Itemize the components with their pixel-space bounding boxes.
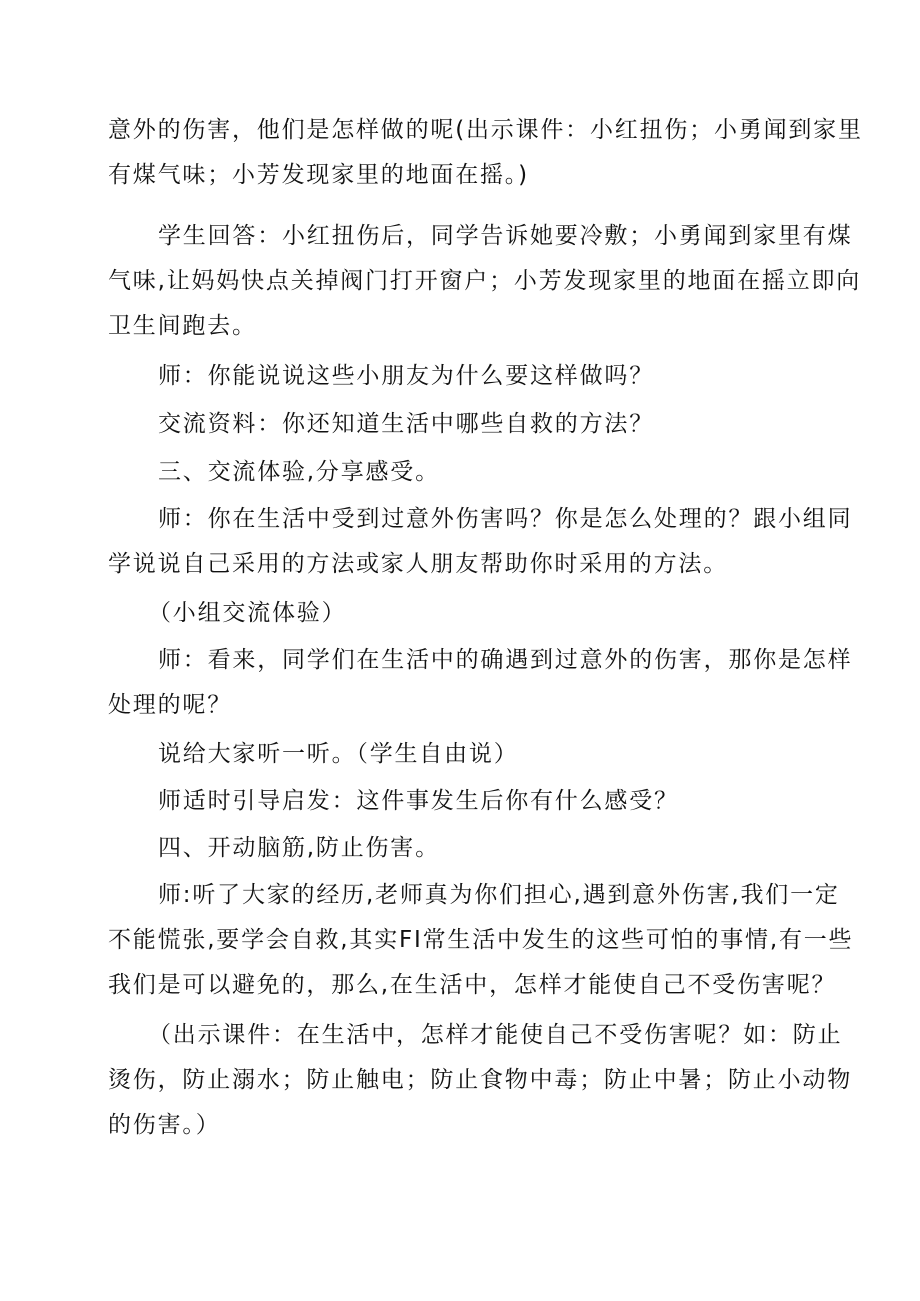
text-line: 师:听了大家的经历,老师真为你们担心,遇到意外伤害,我们一定 (158, 882, 840, 908)
text-line: 师适时引导启发：这件事发生后你有什么感受？ (158, 788, 679, 814)
paragraph-tell-everyone (158, 732, 519, 777)
text-line: 不能慌张,要学会自救,其实FI常生活中发生的这些可怕的事情,有一些 (108, 927, 854, 953)
text-line: 交流资料：你还知道生活中哪些自救的方法？ (158, 411, 654, 437)
text-line: 处理的呢？ (108, 692, 232, 718)
text-line: 烫伤，防止溺水；防止触电；防止食物中毒；防止中暑；防止小动物 (108, 1067, 852, 1093)
text-line: 气味,让妈妈快点关掉阀门打开窗户；小芳发现家里的地面在摇立即向 (108, 268, 862, 294)
paragraph-teacher-question (158, 354, 654, 399)
paragraph-courseware-prevention (108, 1013, 852, 1148)
text-line: 说给大家听一听。（学生自由说） (158, 741, 519, 767)
text-line: 学生回答：小红扭伤后，同学告诉她要冷敷；小勇闻到家里有煤 (158, 223, 853, 249)
text-line: 意外的伤害，他们是怎样做的呢(出示课件：小红扭伤；小勇闻到家里 (108, 117, 863, 143)
paragraph-teacher-worry (108, 873, 854, 1008)
text-line: 我们是可以避免的，那么,在生活中，怎样才能使自己不受伤害呢？ (108, 972, 837, 998)
text-line: 卫生间跑去。 (108, 313, 257, 339)
paragraph-teacher-experience (108, 497, 853, 587)
paragraph-student-answer (108, 214, 862, 349)
section-heading-three (158, 450, 440, 495)
paragraph-group-exchange (148, 591, 346, 636)
text-line: 三、交流体验,分享感受。 (158, 459, 440, 485)
text-line: 师：看来，同学们在生活中的确遇到过意外的伤害，那你是怎样 (158, 647, 853, 673)
paragraph-courseware-examples (108, 108, 863, 198)
section-heading-four (158, 826, 440, 871)
text-line: 师：你在生活中受到过意外伤害吗？你是怎么处理的？跟小组同 (158, 506, 853, 532)
paragraph-teacher-seems (108, 638, 853, 728)
text-line: 有煤气味；小芳发现家里的地面在摇。) (108, 162, 529, 188)
text-line: 的伤害。） (108, 1112, 221, 1138)
text-line: （小组交流体验） (148, 600, 347, 626)
text-line: （出示课件：在生活中，怎样才能使自己不受伤害呢？如：防止 (148, 1022, 843, 1048)
paragraph-exchange-materials (158, 402, 654, 447)
text-line: 学说说自己采用的方法或家人朋友帮助你时采用的方法。 (108, 551, 728, 577)
text-line: 师：你能说说这些小朋友为什么要这样做吗？ (158, 363, 654, 389)
text-line: 四、开动脑筋,防止伤害。 (158, 835, 440, 861)
paragraph-teacher-guide (158, 779, 679, 824)
